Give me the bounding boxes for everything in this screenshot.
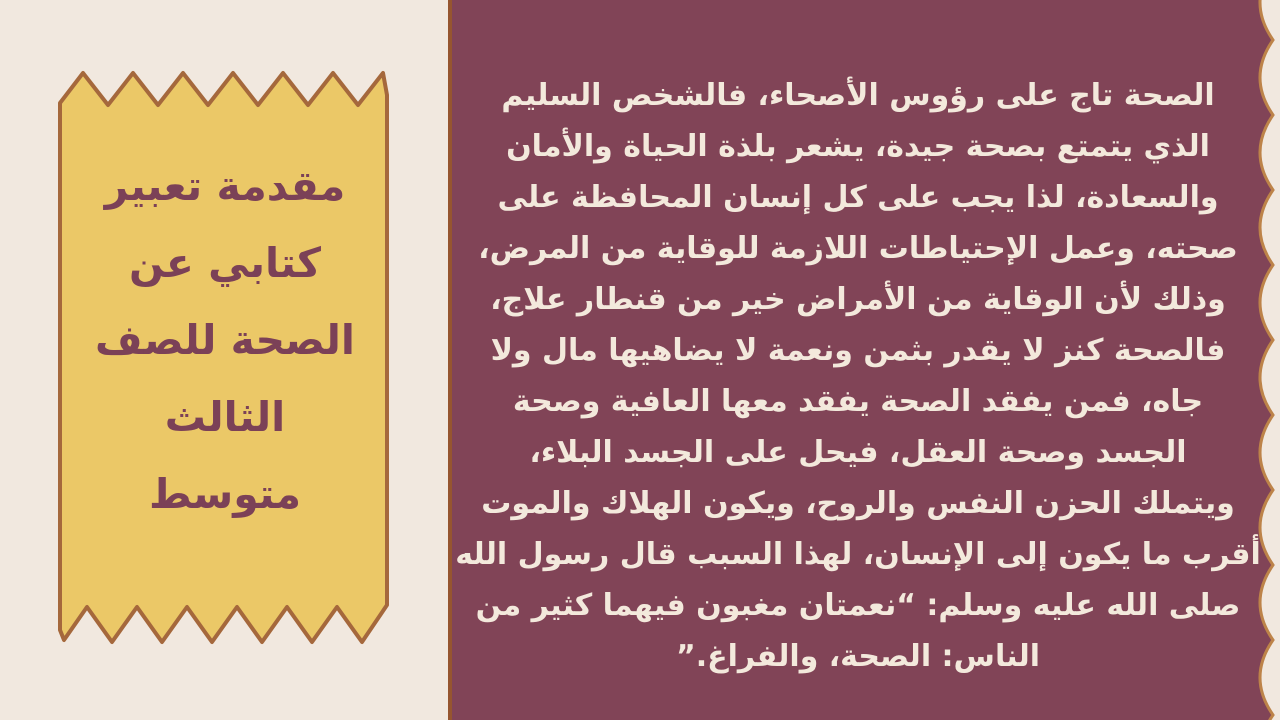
paragraph-line: جاه، فمن يفقد الصحة يفقد معها العافية وصحة	[512, 384, 1204, 419]
title-line: الصحة للصف	[95, 316, 355, 364]
title-line: الثالث	[164, 393, 286, 441]
paragraph-line: ويتملك الحزن النفس والروح، ويكون الهلاك والموت	[481, 486, 1235, 521]
health-paragraph	[452, 70, 1264, 682]
paragraph-line: وذلك لأن الوقاية من الأمراض خير من قنطار علاج،	[490, 282, 1226, 317]
paragraph-line: والسعادة، لذا يجب على كل إنسان المحافظة على	[497, 180, 1219, 215]
paragraph-line: أقرب ما يكون إلى الإنسان، لهذا السبب قال رسول الله	[455, 537, 1261, 572]
title-line: متوسط	[148, 470, 302, 518]
paragraph-line: الجسد وصحة العقل، فيحل على الجسد البلاء،	[529, 435, 1187, 470]
title-line: مقدمة تعبير	[104, 162, 346, 210]
paragraph-line: الذي يتمتع بصحة جيدة، يشعر بلذة الحياة والأمان	[506, 129, 1210, 164]
paragraph-line: الناس: الصحة، والفراغ.”	[676, 639, 1040, 674]
title-block	[57, 148, 393, 533]
paragraph-line: الصحة تاج على رؤوس الأصحاء، فالشخص السليم	[501, 78, 1215, 113]
title-line: كتابي عن	[128, 239, 322, 287]
paragraph-line: صحته، وعمل الإحتياطات اللازمة للوقاية من المرض،	[478, 231, 1238, 266]
paragraph-line: فالصحة كنز لا يقدر بثمن ونعمة لا يضاهيها مال ولا	[490, 333, 1226, 368]
paragraph-line: صلى الله عليه وسلم: “نعمتان مغبون فيهما كثير من	[475, 588, 1241, 623]
